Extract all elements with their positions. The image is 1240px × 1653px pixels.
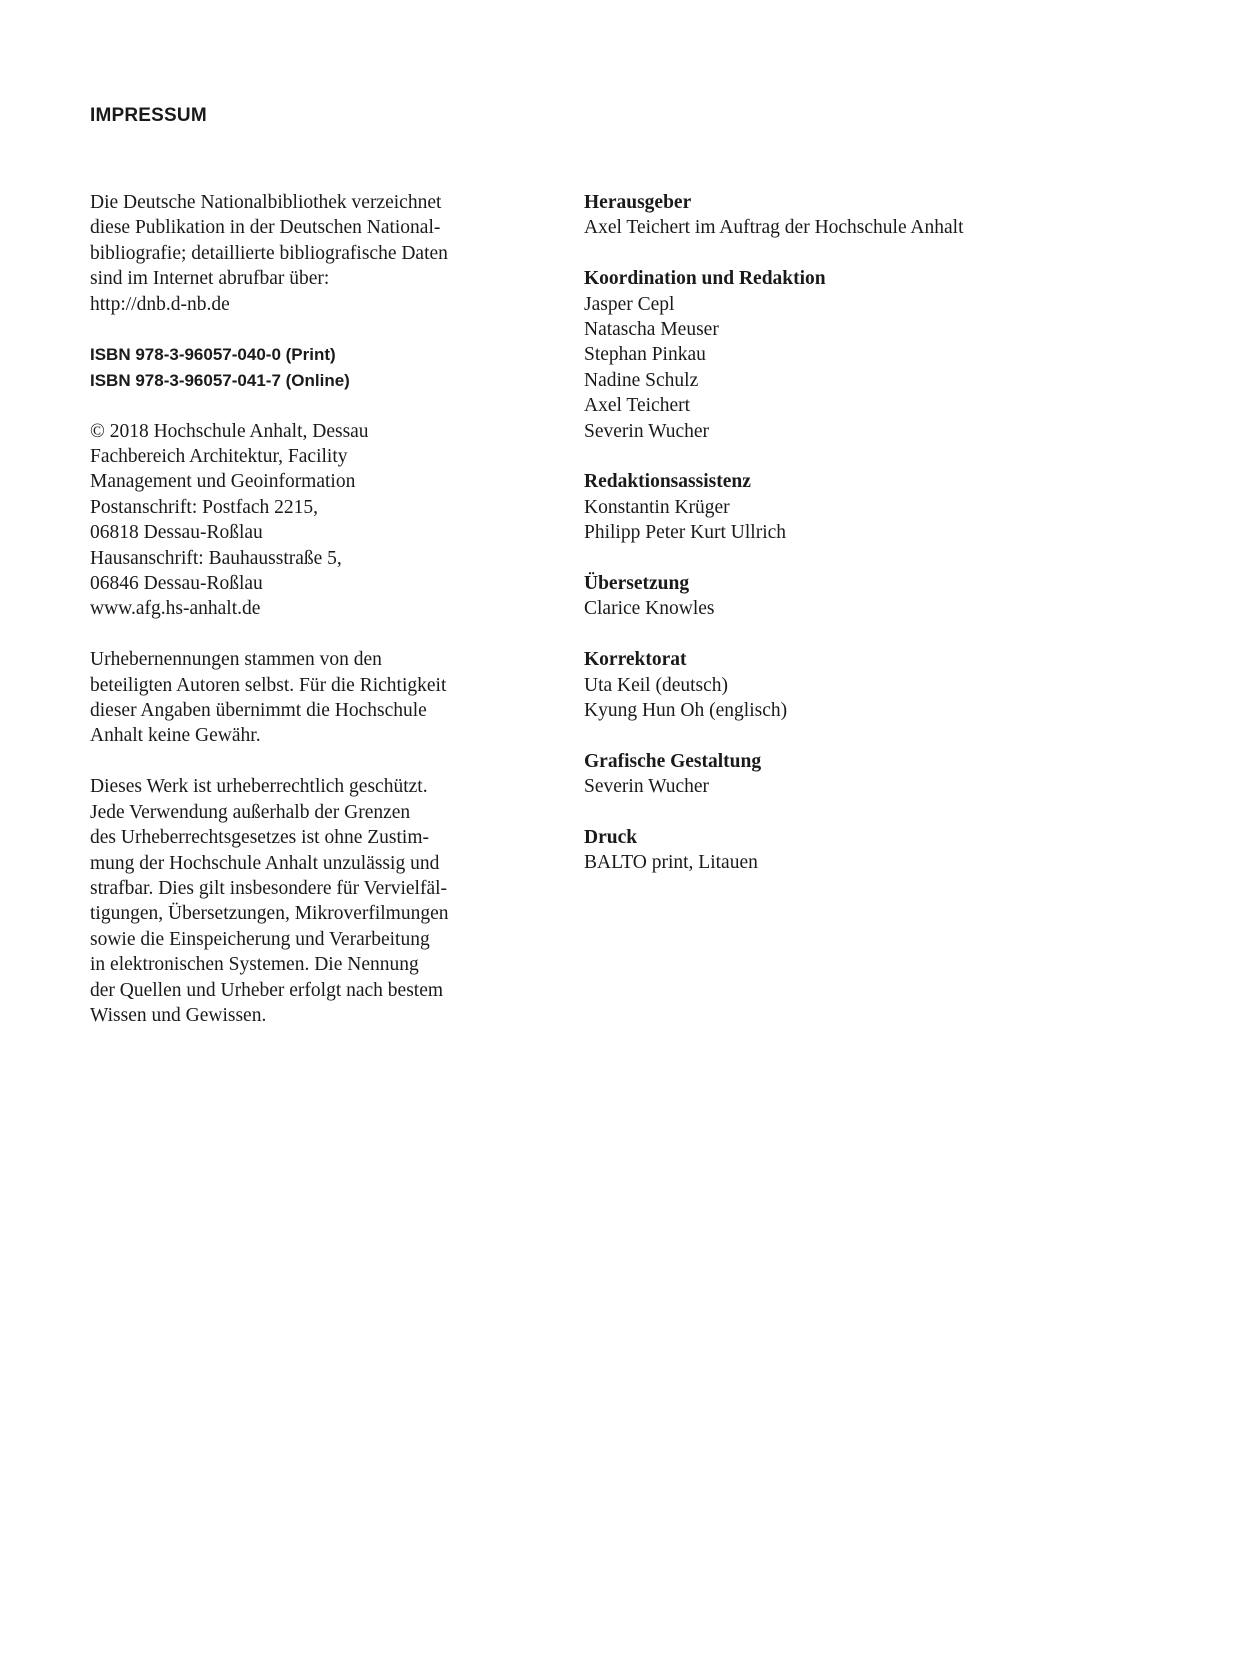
copyright-line: Postanschrift: Postfach 2215, bbox=[90, 496, 319, 518]
website-url[interactable]: www.afg.hs-anhalt.de bbox=[90, 598, 261, 620]
rights-line: sowie die Einspeicherung und Verarbeitung bbox=[90, 928, 430, 950]
copyright-line: Hausanschrift: Bauhausstraße 5, bbox=[90, 547, 342, 569]
credit-name: Axel Teichert bbox=[584, 395, 691, 417]
credit-heading: Korrektorat bbox=[584, 649, 687, 671]
copyright-block bbox=[90, 419, 510, 622]
credit-heading: Redaktionsassistenz bbox=[584, 471, 751, 493]
rights-line: Dieses Werk ist urheberrechtlich geschützt. bbox=[90, 776, 428, 798]
isbn-block bbox=[90, 342, 510, 393]
credit-heading: Herausgeber bbox=[584, 192, 692, 213]
right-column bbox=[584, 190, 1184, 901]
credit-editorial-assistance bbox=[584, 469, 1184, 545]
dnb-line: Die Deutsche Nationalbibliothek verzeichnet bbox=[90, 192, 442, 213]
copyright-line: © 2018 Hochschule Anhalt, Dessau bbox=[90, 420, 369, 442]
author-line: dieser Angaben übernimmt die Hochschule bbox=[90, 700, 427, 722]
page-title: IMPRESSUM bbox=[90, 105, 207, 126]
author-line: Urhebernennungen stammen von den bbox=[90, 649, 382, 671]
credit-name: Philipp Peter Kurt Ullrich bbox=[584, 522, 787, 544]
credit-name: Uta Keil (deutsch) bbox=[584, 674, 729, 696]
credit-publisher bbox=[584, 190, 1184, 241]
isbn-online: ISBN 978-3-96057-041-7 (Online) bbox=[90, 370, 350, 390]
copyright-line: 06818 Dessau-Roßlau bbox=[90, 522, 263, 544]
copyright-line: Management und Geoinformation bbox=[90, 471, 356, 493]
credit-heading: Grafische Gestaltung bbox=[584, 750, 762, 772]
credit-name: Axel Teichert im Auftrag der Hochschule Anhalt bbox=[584, 217, 964, 239]
credit-coordination bbox=[584, 266, 1184, 444]
credit-print bbox=[584, 825, 1184, 876]
rights-line: mung der Hochschule Anhalt unzulässig und bbox=[90, 852, 440, 874]
rights-line: Wissen und Gewissen. bbox=[90, 1004, 267, 1026]
rights-notice bbox=[90, 774, 510, 1028]
rights-line: des Urheberrechtsgesetzes ist ohne Zustim- bbox=[90, 827, 429, 849]
credit-design bbox=[584, 749, 1184, 800]
dnb-line: bibliografie; detaillierte bibliografische Daten bbox=[90, 242, 448, 264]
isbn-print: ISBN 978-3-96057-040-0 (Print) bbox=[90, 345, 336, 365]
dnb-line: diese Publikation in der Deutschen National- bbox=[90, 217, 441, 239]
credit-name: Nadine Schulz bbox=[584, 369, 699, 391]
dnb-url[interactable]: http://dnb.d-nb.de bbox=[90, 293, 230, 315]
credit-name: Clarice Knowles bbox=[584, 598, 715, 620]
rights-line: strafbar. Dies gilt insbesondere für Vervielfäl- bbox=[90, 877, 448, 899]
credit-name: BALTO print, Litauen bbox=[584, 852, 758, 874]
left-column bbox=[90, 190, 510, 1054]
credit-name: Stephan Pinkau bbox=[584, 344, 706, 366]
rights-line: der Quellen und Urheber erfolgt nach bestem bbox=[90, 979, 444, 1001]
copyright-line: Fachbereich Architektur, Facility bbox=[90, 446, 348, 468]
credit-name: Kyung Hun Oh (englisch) bbox=[584, 700, 788, 722]
credit-name: Konstantin Krüger bbox=[584, 496, 730, 518]
credit-name: Natascha Meuser bbox=[584, 319, 719, 341]
rights-line: Jede Verwendung außerhalb der Grenzen bbox=[90, 801, 411, 823]
credit-proofreading bbox=[584, 647, 1184, 723]
dnb-line: sind im Internet abrufbar über: bbox=[90, 268, 330, 290]
credit-name: Severin Wucher bbox=[584, 776, 710, 798]
author-line: beteiligten Autoren selbst. Für die Richtigkeit bbox=[90, 674, 447, 696]
rights-line: tigungen, Übersetzungen, Mikroverfilmungen bbox=[90, 903, 449, 925]
credit-name: Severin Wucher bbox=[584, 420, 710, 442]
credit-heading: Übersetzung bbox=[584, 573, 690, 595]
credit-heading: Koordination und Redaktion bbox=[584, 268, 826, 290]
author-notice bbox=[90, 647, 510, 749]
dnb-notice bbox=[90, 190, 510, 317]
copyright-line: 06846 Dessau-Roßlau bbox=[90, 573, 263, 595]
credit-name: Jasper Cepl bbox=[584, 293, 675, 315]
credit-heading: Druck bbox=[584, 827, 638, 849]
rights-line: in elektronischen Systemen. Die Nennung bbox=[90, 954, 419, 976]
credit-translation bbox=[584, 571, 1184, 622]
author-line: Anhalt keine Gewähr. bbox=[90, 725, 261, 747]
